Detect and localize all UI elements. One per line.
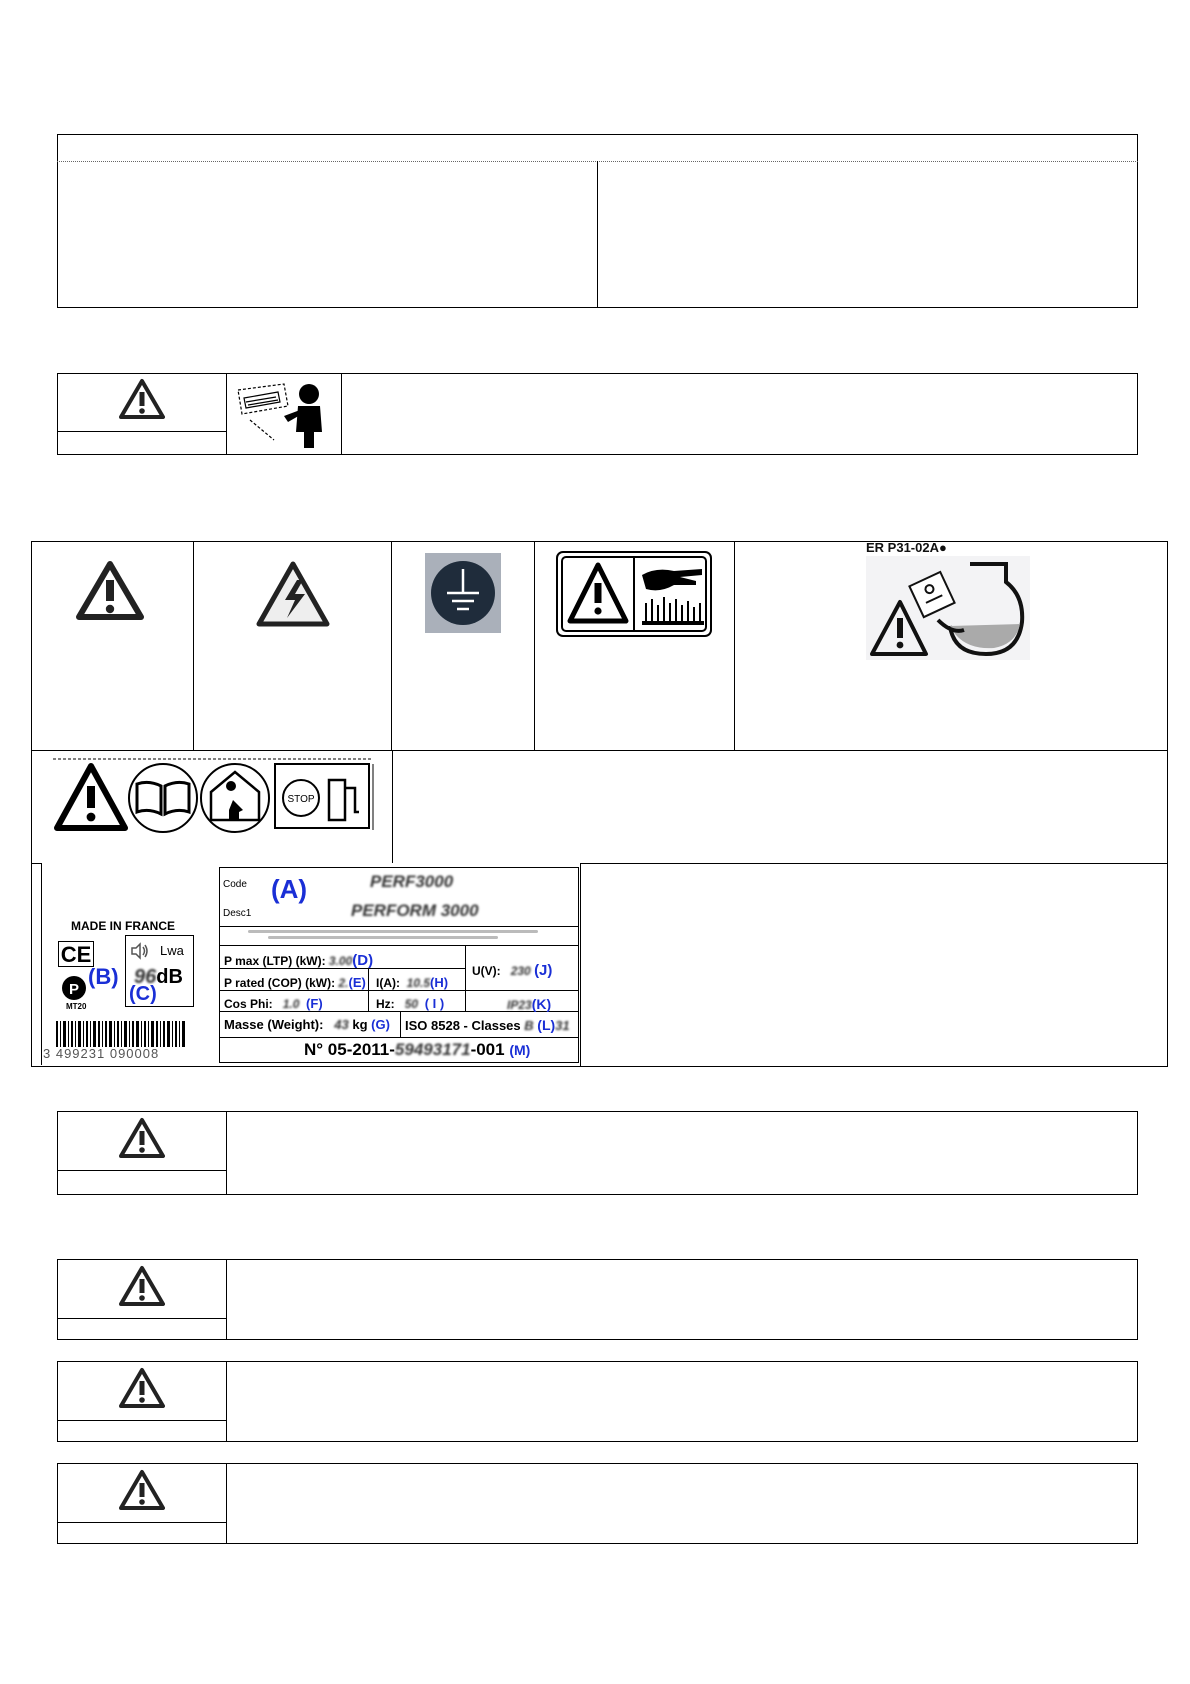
voltage-row bbox=[472, 962, 552, 979]
marker-d: (D) bbox=[352, 952, 374, 969]
code-label: Code bbox=[223, 879, 247, 890]
pmax-label: P max (LTP) (kW): bbox=[224, 954, 326, 968]
current-row bbox=[376, 975, 448, 990]
mass-value: 43 bbox=[334, 1017, 349, 1032]
marker-a: (A) bbox=[271, 874, 308, 904]
warning-triangle-icon bbox=[119, 1469, 165, 1516]
warning-triangle-icon bbox=[119, 1367, 165, 1414]
earth-ground-icon bbox=[425, 553, 501, 638]
row3-col-div bbox=[580, 863, 581, 1067]
plate-line-4 bbox=[219, 990, 579, 991]
warning-row-2-divider bbox=[57, 1170, 227, 1171]
marker-c: (C) bbox=[129, 983, 157, 1005]
hz-row bbox=[376, 996, 444, 1011]
plate-vline-2 bbox=[368, 968, 369, 1011]
warning-row-1-icon-cell-divider bbox=[57, 431, 227, 432]
col-div-2 bbox=[391, 541, 392, 750]
marker-i: ( I ) bbox=[424, 996, 445, 1011]
address-line-blurred bbox=[248, 928, 548, 942]
ip-row bbox=[507, 996, 551, 1012]
oil-label-code: ER P31-02A● bbox=[866, 540, 947, 555]
made-in-label: MADE IN FRANCE bbox=[71, 919, 175, 933]
pmax-row bbox=[224, 952, 373, 969]
desc-label: Desc1 bbox=[223, 908, 252, 919]
cosphi-row bbox=[224, 996, 323, 1011]
noise-icon bbox=[128, 940, 150, 967]
top-table-col-divider bbox=[597, 161, 598, 308]
row2-col-div bbox=[392, 750, 393, 863]
marker-e: (E) bbox=[348, 975, 366, 990]
hz-label: Hz: bbox=[376, 997, 395, 1011]
symbols-row-divider-1 bbox=[31, 750, 1168, 751]
voltage-value: 230 bbox=[510, 964, 531, 978]
iso-suffix: 31 bbox=[555, 1018, 570, 1033]
warning-row-4-divider bbox=[57, 1420, 227, 1421]
svg-text:P: P bbox=[68, 981, 80, 998]
serial-row bbox=[304, 1040, 530, 1060]
hot-surface-icon bbox=[556, 551, 712, 642]
svg-text:STOP: STOP bbox=[287, 794, 315, 805]
mt20-label: MT20 bbox=[66, 1002, 87, 1011]
ip-value: IP23 bbox=[507, 998, 532, 1012]
warning-triangle-icon bbox=[119, 1265, 165, 1312]
desc-value: PERFORM 3000 bbox=[351, 901, 479, 920]
marker-f: (F) bbox=[306, 996, 323, 1011]
plate-vline-3 bbox=[400, 1011, 401, 1037]
plate-line-6 bbox=[219, 1037, 579, 1038]
plate-line-1 bbox=[219, 926, 579, 927]
mass-row bbox=[224, 1017, 390, 1032]
serial-suffix: -001 bbox=[470, 1040, 505, 1059]
prated-row bbox=[224, 975, 366, 990]
oil-check-icon bbox=[866, 556, 1030, 665]
prated-label: P rated (COP) (kW): bbox=[224, 976, 336, 990]
safety-pictogram-strip-icon bbox=[53, 758, 375, 841]
warning-row-3-divider bbox=[57, 1318, 227, 1319]
marker-l: (L) bbox=[537, 1017, 556, 1033]
marker-h: (H) bbox=[430, 975, 449, 990]
marker-g: (G) bbox=[371, 1017, 390, 1032]
iso-label: ISO 8528 - Classes bbox=[405, 1018, 521, 1033]
col-div-3 bbox=[534, 541, 535, 750]
iso-row bbox=[405, 1017, 570, 1033]
current-label: I(A): bbox=[376, 976, 400, 990]
barcode-digits: 3 499231 090008 bbox=[43, 1046, 160, 1061]
plate-line-2 bbox=[219, 945, 579, 946]
mass-label: Masse (Weight): bbox=[224, 1017, 324, 1032]
plate-vline-1 bbox=[465, 945, 466, 1011]
marker-b: (B) bbox=[88, 964, 119, 989]
ce-mark-icon: CE bbox=[58, 941, 94, 967]
col-div-4 bbox=[734, 541, 735, 750]
current-value: 10.5 bbox=[406, 976, 431, 990]
hz-value: 50 bbox=[404, 997, 419, 1011]
serial-mid: 59493171 bbox=[394, 1040, 471, 1059]
iso-value: B bbox=[524, 1018, 534, 1033]
warning-triangle-icon bbox=[119, 1117, 165, 1164]
warning-triangle-icon bbox=[75, 560, 145, 627]
cosphi-value: 1.0 bbox=[282, 997, 300, 1011]
warning-triangle-icon bbox=[119, 378, 165, 420]
col-div-1 bbox=[193, 541, 194, 750]
db-unit: dB bbox=[156, 966, 183, 988]
db-number: 96 bbox=[134, 966, 157, 988]
marker-j: (J) bbox=[534, 962, 553, 979]
electric-hazard-icon bbox=[255, 560, 331, 633]
prated-value: 2. bbox=[338, 976, 349, 990]
warning-row-5-divider bbox=[57, 1522, 227, 1523]
mass-unit: kg bbox=[352, 1017, 368, 1032]
lwa-label: Lwa bbox=[160, 943, 184, 958]
read-manual-pictogram-icon bbox=[234, 380, 334, 455]
cosphi-label: Cos Phi: bbox=[224, 997, 273, 1011]
serial-prefix: N° 05-2011- bbox=[304, 1040, 395, 1059]
marker-m: (M) bbox=[509, 1042, 531, 1058]
voltage-label: U(V): bbox=[472, 964, 501, 978]
marker-k: (K) bbox=[531, 996, 552, 1012]
pmax-value: 3.00 bbox=[328, 954, 353, 968]
code-value: PERF3000 bbox=[370, 872, 454, 891]
